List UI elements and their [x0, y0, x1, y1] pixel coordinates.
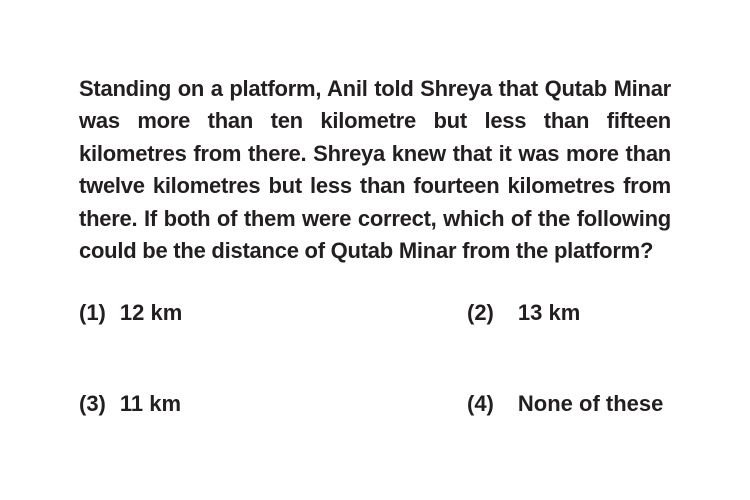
option-text: 11 km	[119, 391, 182, 416]
option-text: 13 km	[517, 300, 581, 325]
option-1	[79, 300, 182, 326]
option-number: (1)	[79, 300, 106, 325]
question-text: Standing on a platform, Anil told Shreya that Qutab Minar was more than ten kilometre but less than fifteen kilometres from there. Shreya knew that it was more than twelve kilometres but less than fourteen kilometres from there. If both of them were correct, which of the following could be the distance of Qutab Minar from the platform?	[79, 76, 671, 264]
option-text: 12 km	[119, 300, 183, 325]
option-number: (2)	[467, 300, 494, 325]
option-3	[79, 391, 181, 417]
option-text: None of these	[517, 391, 664, 416]
option-2	[467, 300, 580, 326]
option-number: (4)	[467, 391, 494, 416]
option-4	[467, 391, 663, 417]
option-number: (3)	[79, 391, 106, 416]
